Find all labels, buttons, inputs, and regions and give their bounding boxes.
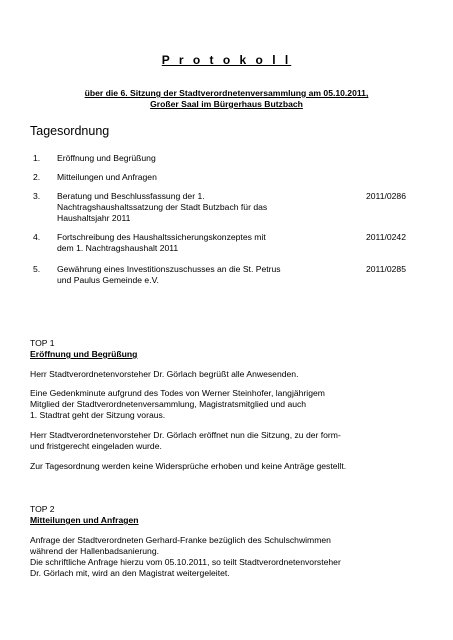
top-2-label: TOP 2	[30, 504, 55, 514]
top-1-paragraph: Zur Tagesordnung werden keine Widersprüche erhoben und keine Anträge gestellt.	[30, 461, 347, 471]
agenda-item-reference: 2011/0286	[366, 191, 406, 201]
agenda-heading: Tagesordnung	[30, 124, 110, 138]
agenda-item-reference: 2011/0242	[366, 232, 406, 242]
top-2-title: Mitteilungen und Anfragen	[30, 515, 139, 525]
agenda-item-number: 5.	[33, 264, 41, 274]
agenda-item-text: Fortschreibung des Haushaltssicherungskonzeptes mit dem 1. Nachtragshaushalt 2011	[57, 232, 266, 253]
agenda-item-text: Gewährung eines Investitionszuschusses an die St. Petrus und Paulus Gemeinde e.V.	[57, 264, 281, 285]
top-1-paragraph: Herr Stadtverordnetenvorsteher Dr. Görlach begrüßt alle Anwesenden.	[30, 369, 299, 379]
top-1-label: TOP 1	[30, 338, 55, 348]
agenda-item-number: 1.	[33, 153, 41, 163]
agenda-item-text: Eröffnung und Begrüßung	[57, 153, 156, 163]
subtitle-line-1: über die 6. Sitzung der Stadtverordnetenversammlung am 05.10.2011,	[84, 88, 369, 98]
top-1-title: Eröffnung und Begrüßung	[30, 349, 138, 359]
agenda-item-text: Mitteilungen und Anfragen	[57, 172, 157, 182]
document-title: P r o t o k o l l	[161, 53, 292, 67]
agenda-item-number: 2.	[33, 172, 41, 182]
top-2-paragraph: Anfrage der Stadtverordneten Gerhard-Franke bezüglich des Schulschwimmen während der Hallenbadsanierung. Die schriftliche Anfrage hierzu vom 05.10.2011, so teilt Stadtverordnetenvorsteher Dr. Görlach mit, wird an den Magistrat weitergeleitet.	[30, 535, 341, 578]
top-1-paragraph: Herr Stadtverordnetenvorsteher Dr. Görlach eröffnet nun die Sitzung, zu der form- und fristgerecht eingeladen wurde.	[30, 430, 341, 451]
agenda-item-number: 3.	[33, 191, 41, 201]
subtitle-line-2: Großer Saal im Bürgerhaus Butzbach	[150, 99, 303, 109]
document-subtitle	[0, 88, 453, 110]
agenda-item-text: Beratung und Beschlussfassung der 1. Nachtragshaushaltssatzung der Stadt Butzbach für das Haushaltsjahr 2011	[57, 191, 268, 223]
agenda-item-number: 4.	[33, 232, 41, 242]
top-1-paragraph: Eine Gedenkminute aufgrund des Todes von Werner Steinhofer, langjährigem Mitglied der Stadtverordnetenversammlung, Magistratsmitglied und auch 1. Stadtrat geht der Sitzung voraus.	[30, 388, 325, 420]
agenda-item-reference: 2011/0285	[366, 264, 406, 274]
